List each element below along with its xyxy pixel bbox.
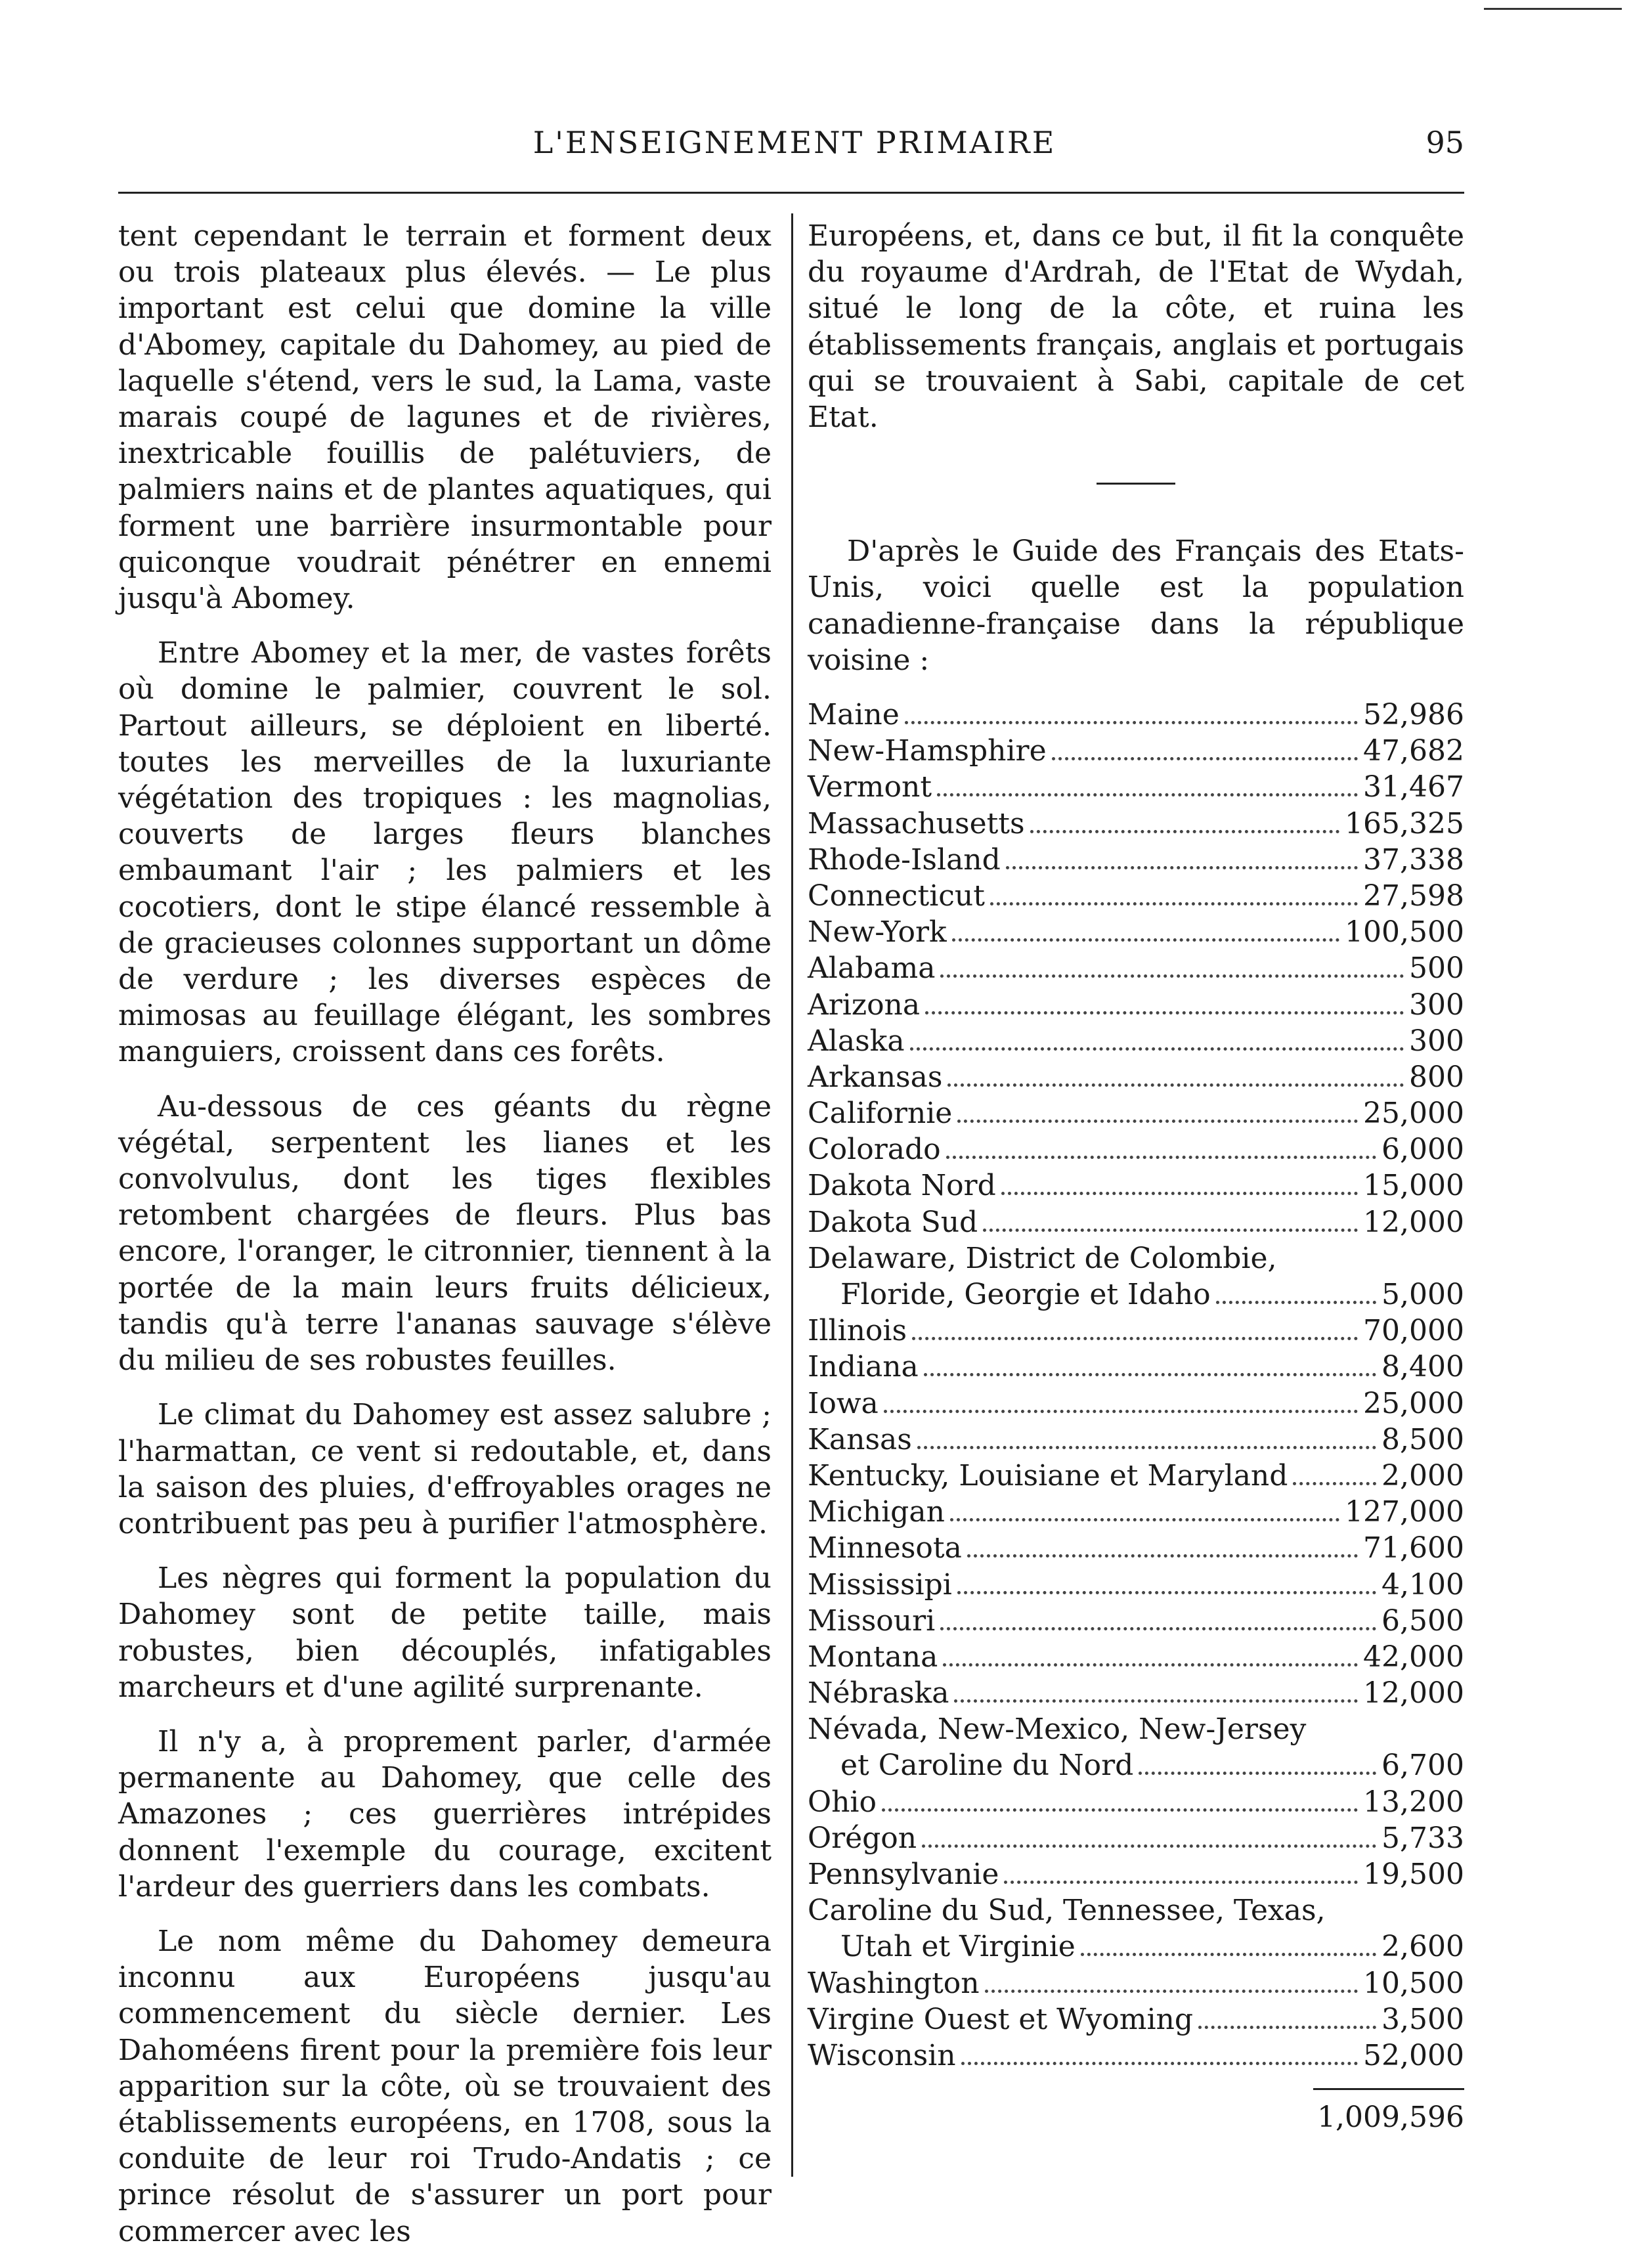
dot-leader	[924, 1373, 1376, 1376]
population-value: 37,338	[1363, 842, 1464, 877]
population-row	[808, 1059, 1464, 1095]
population-value: 100,500	[1345, 915, 1464, 949]
population-value: 127,000	[1345, 1495, 1464, 1529]
population-row	[808, 1458, 1464, 1494]
dot-leader	[940, 1627, 1376, 1630]
dot-leader	[884, 1410, 1358, 1413]
dot-leader	[910, 1047, 1404, 1051]
population-row-line1	[808, 1892, 1464, 1929]
population-value: 13,200	[1363, 1785, 1464, 1819]
paragraph: Les nègres qui forment la population du Dahomey sont de petite taille, mais robustes, bien découplés, infatigables marcheurs et d'une agilité surprenante.	[118, 1561, 772, 1704]
dot-leader	[983, 1229, 1358, 1232]
section-dash	[1097, 483, 1175, 485]
population-row	[808, 1965, 1464, 2001]
population-value: 300	[1409, 1024, 1464, 1058]
state-name: Washington	[808, 1966, 980, 2000]
dot-leader	[922, 1844, 1376, 1848]
population-row	[808, 769, 1464, 805]
population-row	[808, 1276, 1464, 1313]
state-name: Ohio	[808, 1785, 877, 1819]
state-name: Colorado	[808, 1133, 941, 1167]
dot-leader	[1081, 1953, 1376, 1956]
population-value: 6,500	[1381, 1603, 1464, 1638]
dot-leader	[967, 1554, 1358, 1558]
population-value: 52,000	[1363, 2038, 1464, 2072]
state-name: Indiana	[808, 1350, 919, 1384]
state-name: Vermont	[808, 770, 932, 804]
population-row	[808, 2038, 1464, 2074]
population-value: 5,000	[1381, 1278, 1464, 1312]
population-value: 8,500	[1381, 1422, 1464, 1456]
state-name: Michigan	[808, 1495, 945, 1529]
dot-leader	[1006, 866, 1358, 869]
paragraph: Il n'y a, à proprement parler, d'armée permanente au Dahomey, que celle des Amazones ; ces guerrières intrépides donnent l'exemple du courage, excitent l'ardeur des guerriers dans les combats.	[118, 1724, 772, 1904]
population-row-line1	[808, 1711, 1464, 1747]
population-row	[808, 1530, 1464, 1566]
running-title: L'ENSEIGNEMENT PRIMAIRE	[533, 125, 1056, 160]
population-row	[808, 806, 1464, 842]
population-value: 15,000	[1363, 1169, 1464, 1203]
population-row	[808, 914, 1464, 950]
paragraph: tent cependant le terrain et forment deux ou trois plateaux plus élevés. — Le plus important est celui que domine la ville d'Abomey, capitale du Dahomey, au pied de laquelle s'étend, vers le sud, la Lama, vaste marais coupé de lagunes et de rivières, inextricable fouillis de palétuviers, de palmiers nains et de plantes aquatiques, qui forment une barrière insurmontable pour quiconque voudrait pénétrer en ennemi jusqu'à Abomey.	[118, 219, 772, 616]
population-row	[808, 733, 1464, 769]
state-name: Arizona	[808, 988, 921, 1022]
population-value: 71,600	[1363, 1531, 1464, 1565]
population-value: 47,682	[1363, 734, 1464, 768]
population-row	[808, 878, 1464, 914]
population-row	[808, 1023, 1464, 1059]
state-name: Dakota Nord	[808, 1169, 996, 1203]
population-row-line1	[808, 1240, 1464, 1276]
dot-leader	[985, 1990, 1358, 1993]
left-column	[118, 218, 772, 2268]
population-value: 2,600	[1381, 1930, 1464, 1964]
state-name: Arkansas	[808, 1060, 943, 1094]
population-row	[808, 1929, 1464, 1965]
population-row	[808, 697, 1464, 733]
population-row	[808, 987, 1464, 1023]
state-name: Kentucky, Louisiane et Maryland	[808, 1458, 1288, 1493]
population-value: 6,700	[1381, 1749, 1464, 1783]
state-name: Pennsylvanie	[808, 1858, 999, 1892]
state-name: Kansas	[808, 1422, 912, 1456]
population-value: 4,100	[1381, 1567, 1464, 1602]
population-value: 31,467	[1363, 770, 1464, 804]
state-name: Californie	[808, 1097, 953, 1131]
state-name: Caroline du Sud, Tennessee, Texas,	[808, 1894, 1326, 1928]
population-row	[808, 1639, 1464, 1675]
continuation-paragraph: Européens, et, dans ce but, il fit la conquête du royaume d'Ardrah, de l'Etat de Wydah, situé le long de la côte, et ruina les établissements français, anglais et portugais qui se trouvaient à Sabi, capitale de cet Etat.	[808, 219, 1464, 435]
population-value: 800	[1409, 1060, 1464, 1094]
dot-leader	[1004, 1881, 1358, 1884]
state-name: Illinois	[808, 1314, 907, 1348]
dot-leader	[990, 902, 1358, 905]
state-name-cont: et Caroline du Nord	[840, 1749, 1134, 1783]
population-row	[808, 2001, 1464, 2038]
population-value: 8,400	[1381, 1350, 1464, 1384]
paragraph: Entre Abomey et la mer, de vastes forêts où domine le palmier, couvrent le sol. Partout ailleurs, se déploient en liberté. toutes les merveilles de la luxuriante végétation des tropiques : les magnolias, couverts de larges fleurs blanches embaumant l'air ; les palmiers et les cocotiers, dont le stipe élancé ressemble à de gracieuses colonnes supportant un dôme de verdure ; les diverses espèces de mimosas au feuillage élégant, les sombres manguiers, croissent dans ces forêts.	[118, 636, 772, 1069]
population-table	[808, 697, 1464, 2074]
population-value: 3,500	[1381, 2002, 1464, 2036]
state-name: Alabama	[808, 951, 936, 986]
state-name: Dakota Sud	[808, 1205, 978, 1239]
dot-leader	[905, 721, 1358, 724]
dot-leader	[925, 1011, 1404, 1014]
paragraph: Le climat du Dahomey est assez salubre ; l'harmattan, ce vent si redoutable, et, dans la saison des pluies, d'effroyables orages ne contribuent pas peu à purifier l'atmosphère.	[118, 1398, 772, 1540]
population-row	[808, 1422, 1464, 1458]
dot-leader	[961, 2062, 1358, 2065]
dot-leader	[917, 1446, 1376, 1449]
dot-leader	[957, 1120, 1358, 1123]
population-row	[808, 950, 1464, 986]
state-name: Orégon	[808, 1821, 917, 1855]
state-name: Connecticut	[808, 879, 985, 913]
dot-leader	[952, 938, 1339, 942]
population-row	[808, 1131, 1464, 1167]
dot-leader	[1139, 1772, 1376, 1775]
population-value: 12,000	[1363, 1676, 1464, 1711]
population-value: 52,986	[1363, 698, 1464, 732]
population-value: 70,000	[1363, 1314, 1464, 1348]
population-row	[808, 1784, 1464, 1820]
population-row	[808, 1385, 1464, 1422]
population-row	[808, 1167, 1464, 1204]
page-number: 95	[1425, 125, 1464, 160]
population-value: 25,000	[1363, 1386, 1464, 1420]
population-total: 1,009,596	[1317, 2101, 1464, 2135]
state-name: Rhode-Island	[808, 842, 1001, 877]
population-row	[808, 1567, 1464, 1603]
state-name: Montana	[808, 1640, 938, 1674]
state-name: New-York	[808, 915, 947, 949]
population-value: 25,000	[1363, 1097, 1464, 1131]
state-name-cont: Floride, Georgie et Idaho	[840, 1278, 1211, 1312]
page-header	[118, 125, 1471, 171]
dot-leader	[882, 1808, 1358, 1812]
header-rule	[118, 192, 1464, 194]
paragraph: Le nom même du Dahomey demeura inconnu aux Européens jusqu'au commencement du siècle dernier. Les Dahoméens firent pour la première fois leur apparition sur la côte, où se trouvaient des établissements européens, en 1708, sous la conduite de leur roi Trudo-Andatis ; ce prince résolut de s'assurer un port pour commercer avec les	[118, 1924, 772, 2248]
population-row	[808, 842, 1464, 878]
population-value: 10,500	[1363, 1966, 1464, 2000]
state-name: Massachusetts	[808, 806, 1025, 840]
population-value: 300	[1409, 988, 1464, 1022]
population-row	[808, 1349, 1464, 1385]
state-name: Névada, New-Mexico, New-Jersey	[808, 1712, 1307, 1747]
dot-leader	[957, 1591, 1376, 1594]
population-value: 12,000	[1363, 1205, 1464, 1239]
dot-leader	[1030, 830, 1339, 833]
dot-leader	[943, 1663, 1358, 1667]
population-row	[808, 1204, 1464, 1240]
state-name: Wisconsin	[808, 2038, 956, 2072]
dot-leader	[912, 1337, 1358, 1340]
corner-rule	[1484, 8, 1622, 10]
dot-leader	[1052, 757, 1358, 760]
dot-leader	[946, 1156, 1376, 1159]
dot-leader	[1216, 1301, 1376, 1304]
state-name: Iowa	[808, 1386, 879, 1420]
population-row	[808, 1856, 1464, 1892]
state-name: Missouri	[808, 1603, 936, 1638]
dot-leader	[940, 974, 1404, 978]
population-row	[808, 1095, 1464, 1131]
state-name: Delaware, District de Colombie,	[808, 1241, 1277, 1275]
population-value: 5,733	[1381, 1821, 1464, 1855]
right-column	[808, 218, 1464, 2135]
population-value: 19,500	[1363, 1858, 1464, 1892]
population-value: 27,598	[1363, 879, 1464, 913]
dot-leader	[1001, 1192, 1358, 1195]
population-value: 42,000	[1363, 1640, 1464, 1674]
population-row	[808, 1313, 1464, 1349]
paragraph: Au-dessous de ces géants du règne végétal, serpentent les lianes et les convolvulus, dont les tiges flexibles retombent chargées de fleurs. Plus bas encore, l'oranger, le citronnier, tiennent à la portée de la main leurs fruits délicieux, tandis qu'à terre l'ananas sauvage s'élève du milieu de ses robustes feuilles.	[118, 1089, 772, 1378]
column-divider	[791, 213, 793, 2177]
state-name: Minnesota	[808, 1531, 962, 1565]
dot-leader	[1198, 2026, 1376, 2029]
population-row	[808, 1675, 1464, 1711]
intro-paragraph: D'après le Guide des Français des Etats-Unis, voici quelle est la population canadienne-française dans la république voisine :	[808, 534, 1464, 677]
state-name: Alaska	[808, 1024, 905, 1058]
dot-leader	[1293, 1482, 1376, 1485]
population-value: 500	[1409, 951, 1464, 986]
population-value: 2,000	[1381, 1458, 1464, 1493]
state-name: Maine	[808, 698, 900, 732]
population-row	[808, 1820, 1464, 1856]
dot-leader	[950, 1518, 1339, 1521]
population-row	[808, 1494, 1464, 1530]
dot-leader	[937, 793, 1358, 796]
state-name: Virgine Ouest et Wyoming	[808, 2002, 1194, 2036]
state-name: Nébraska	[808, 1676, 949, 1711]
dot-leader	[947, 1083, 1404, 1087]
dot-leader	[954, 1699, 1358, 1703]
population-row	[808, 1747, 1464, 1783]
state-name: Mississipi	[808, 1567, 952, 1602]
state-name: New-Hamsphire	[808, 734, 1047, 768]
total-rule	[1313, 2088, 1464, 2090]
population-row	[808, 1603, 1464, 1639]
state-name-cont: Utah et Virginie	[840, 1930, 1076, 1964]
population-value: 165,325	[1345, 806, 1464, 840]
population-value: 6,000	[1381, 1133, 1464, 1167]
